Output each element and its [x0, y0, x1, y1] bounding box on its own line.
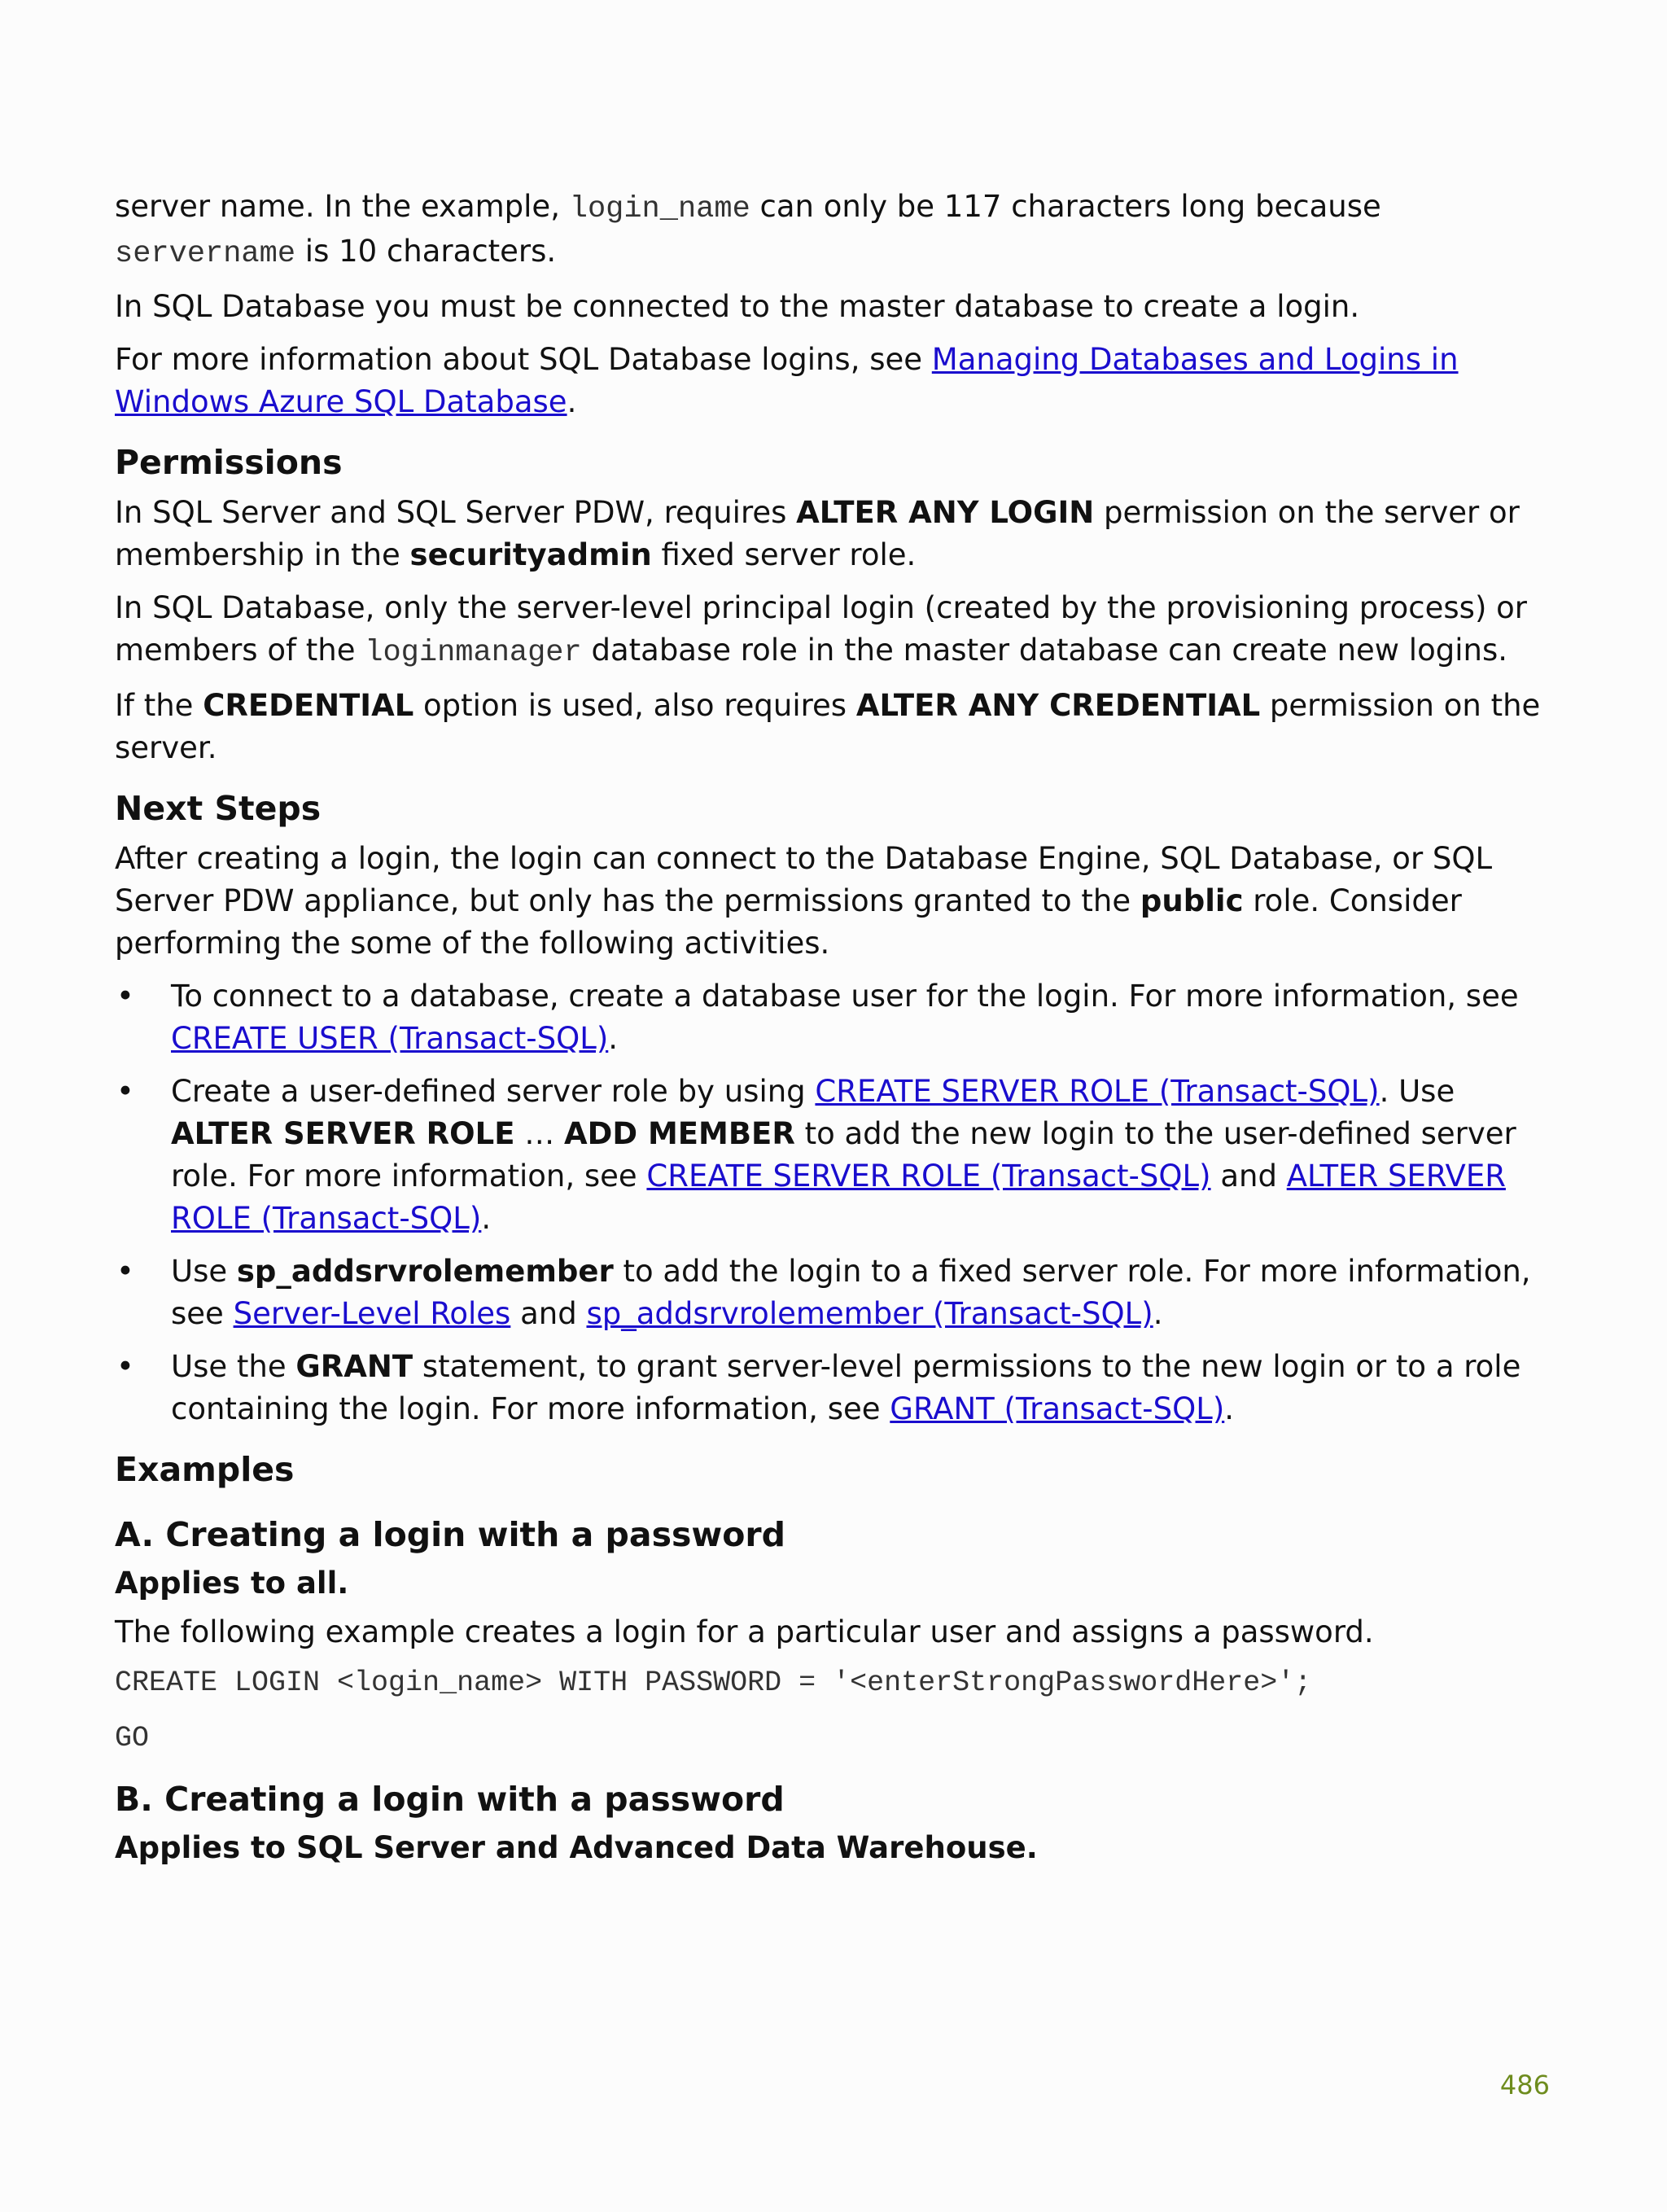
- heading-permissions: Permissions: [115, 443, 343, 482]
- text: .: [1224, 1391, 1235, 1426]
- bold-text: ALTER ANY LOGIN: [796, 495, 1095, 530]
- link-create-server-role-2[interactable]: CREATE SERVER ROLE (Transact-SQL): [646, 1159, 1211, 1194]
- list-item: [115, 1346, 1555, 1430]
- text: .: [608, 1021, 619, 1056]
- next-steps-paragraph: [115, 838, 1555, 965]
- text: Use: [171, 1254, 237, 1289]
- permissions-paragraph-1: [115, 492, 1555, 576]
- permissions-paragraph-3: [115, 685, 1555, 769]
- text: …: [514, 1116, 564, 1151]
- code-servername: servername: [115, 237, 296, 271]
- code-block-line-2: GO: [115, 1722, 150, 1754]
- text: In SQL Database, only the server-level principal login (created by the provisioning process) or members of the: [115, 590, 1527, 668]
- text: is 10 characters.: [295, 234, 557, 269]
- text: In SQL Server and SQL Server PDW, requires: [115, 495, 797, 530]
- text: .: [567, 384, 577, 419]
- intro-paragraph-2: In SQL Database you must be connected to the master database to create a login.: [115, 289, 1360, 324]
- applies-to-a: Applies to all.: [115, 1566, 349, 1601]
- text: fixed server role.: [651, 537, 917, 572]
- text: .: [481, 1201, 492, 1236]
- bold-text: public: [1140, 883, 1244, 918]
- text: . Use: [1379, 1074, 1455, 1109]
- text: and: [510, 1296, 587, 1331]
- code-block-line-1: CREATE LOGIN <login_name> WITH PASSWORD = '<enterStrongPasswordHere>';: [115, 1667, 1312, 1699]
- heading-next-steps: Next Steps: [115, 789, 322, 828]
- bold-text: ALTER SERVER ROLE: [171, 1116, 515, 1151]
- text: statement, to grant server-level permissions to the new login or to a role containing the login. For more information, see: [171, 1349, 1521, 1426]
- heading-example-a: A. Creating a login with a password: [115, 1515, 785, 1554]
- next-steps-list: [115, 975, 1555, 1430]
- text: Use the: [171, 1349, 296, 1384]
- link-server-level-roles[interactable]: Server-Level Roles: [233, 1296, 511, 1331]
- list-item: [115, 1251, 1555, 1335]
- bold-text: sp_addsrvrolemember: [236, 1254, 614, 1289]
- text: and: [1210, 1159, 1287, 1194]
- bold-text: ALTER ANY CREDENTIAL: [855, 688, 1261, 723]
- text: to add the login to a fixed server role. For more information, see: [171, 1254, 1531, 1331]
- text: Create a user-defined server role by using: [171, 1074, 816, 1109]
- text: To connect to a database, create a database user for the login. For more information, see: [171, 979, 1519, 1014]
- heading-examples: Examples: [115, 1450, 295, 1489]
- intro-paragraph-3: [115, 339, 1555, 423]
- bold-text: GRANT: [295, 1349, 413, 1384]
- bold-text: CREDENTIAL: [203, 688, 414, 723]
- text: .: [1153, 1296, 1163, 1331]
- text: option is used, also requires: [413, 688, 856, 723]
- example-a-description: The following example creates a login for a particular user and assigns a password.: [115, 1614, 1374, 1649]
- text: After creating a login, the login can connect to the Database Engine, SQL Database, or SQL Server PDW appliance, but only has the permissions granted to the: [115, 841, 1493, 918]
- text: permission on the server or membership in the: [115, 495, 1520, 572]
- bullet: •: [116, 979, 134, 1014]
- bullet: •: [116, 1074, 134, 1109]
- link-create-user[interactable]: CREATE USER (Transact-SQL): [171, 1021, 609, 1056]
- link-alter-server-role[interactable]: ALTER SERVER ROLE (Transact-SQL): [171, 1159, 1506, 1236]
- text: to add the new login to the user-defined server role. For more information, see: [171, 1116, 1516, 1194]
- page-number: 486: [1499, 2070, 1550, 2100]
- bold-text: securityadmin: [409, 537, 652, 572]
- intro-paragraph-1: [115, 186, 1555, 275]
- permissions-paragraph-2: [115, 587, 1555, 674]
- link-grant[interactable]: GRANT (Transact-SQL): [890, 1391, 1225, 1426]
- code-loginmanager: loginmanager: [365, 636, 582, 670]
- applies-to-b: Applies to SQL Server and Advanced Data Warehouse.: [115, 1830, 1038, 1865]
- text: database role in the master database can create new logins.: [581, 633, 1507, 668]
- list-item: [115, 1071, 1555, 1240]
- bullet: •: [116, 1349, 134, 1384]
- text: permission on the server.: [115, 688, 1541, 765]
- page-content: [115, 186, 1555, 1876]
- text: role. Consider performing the some of the following activities.: [115, 883, 1462, 961]
- link-create-server-role[interactable]: CREATE SERVER ROLE (Transact-SQL): [815, 1074, 1380, 1109]
- text: For more information about SQL Database logins, see: [115, 342, 932, 377]
- link-sp-addsrvrolemember[interactable]: sp_addsrvrolemember (Transact-SQL): [586, 1296, 1153, 1331]
- heading-example-b: B. Creating a login with a password: [115, 1780, 785, 1819]
- code-login-name: login_name: [569, 192, 750, 226]
- link-managing-databases[interactable]: Managing Databases and Logins in Windows Azure SQL Database: [115, 342, 1459, 419]
- text: If the: [115, 688, 203, 723]
- list-item: [115, 975, 1555, 1060]
- text: can only be 117 characters long because: [750, 189, 1381, 224]
- bullet: •: [116, 1254, 134, 1289]
- bold-text: ADD MEMBER: [564, 1116, 795, 1151]
- text: server name. In the example,: [115, 189, 570, 224]
